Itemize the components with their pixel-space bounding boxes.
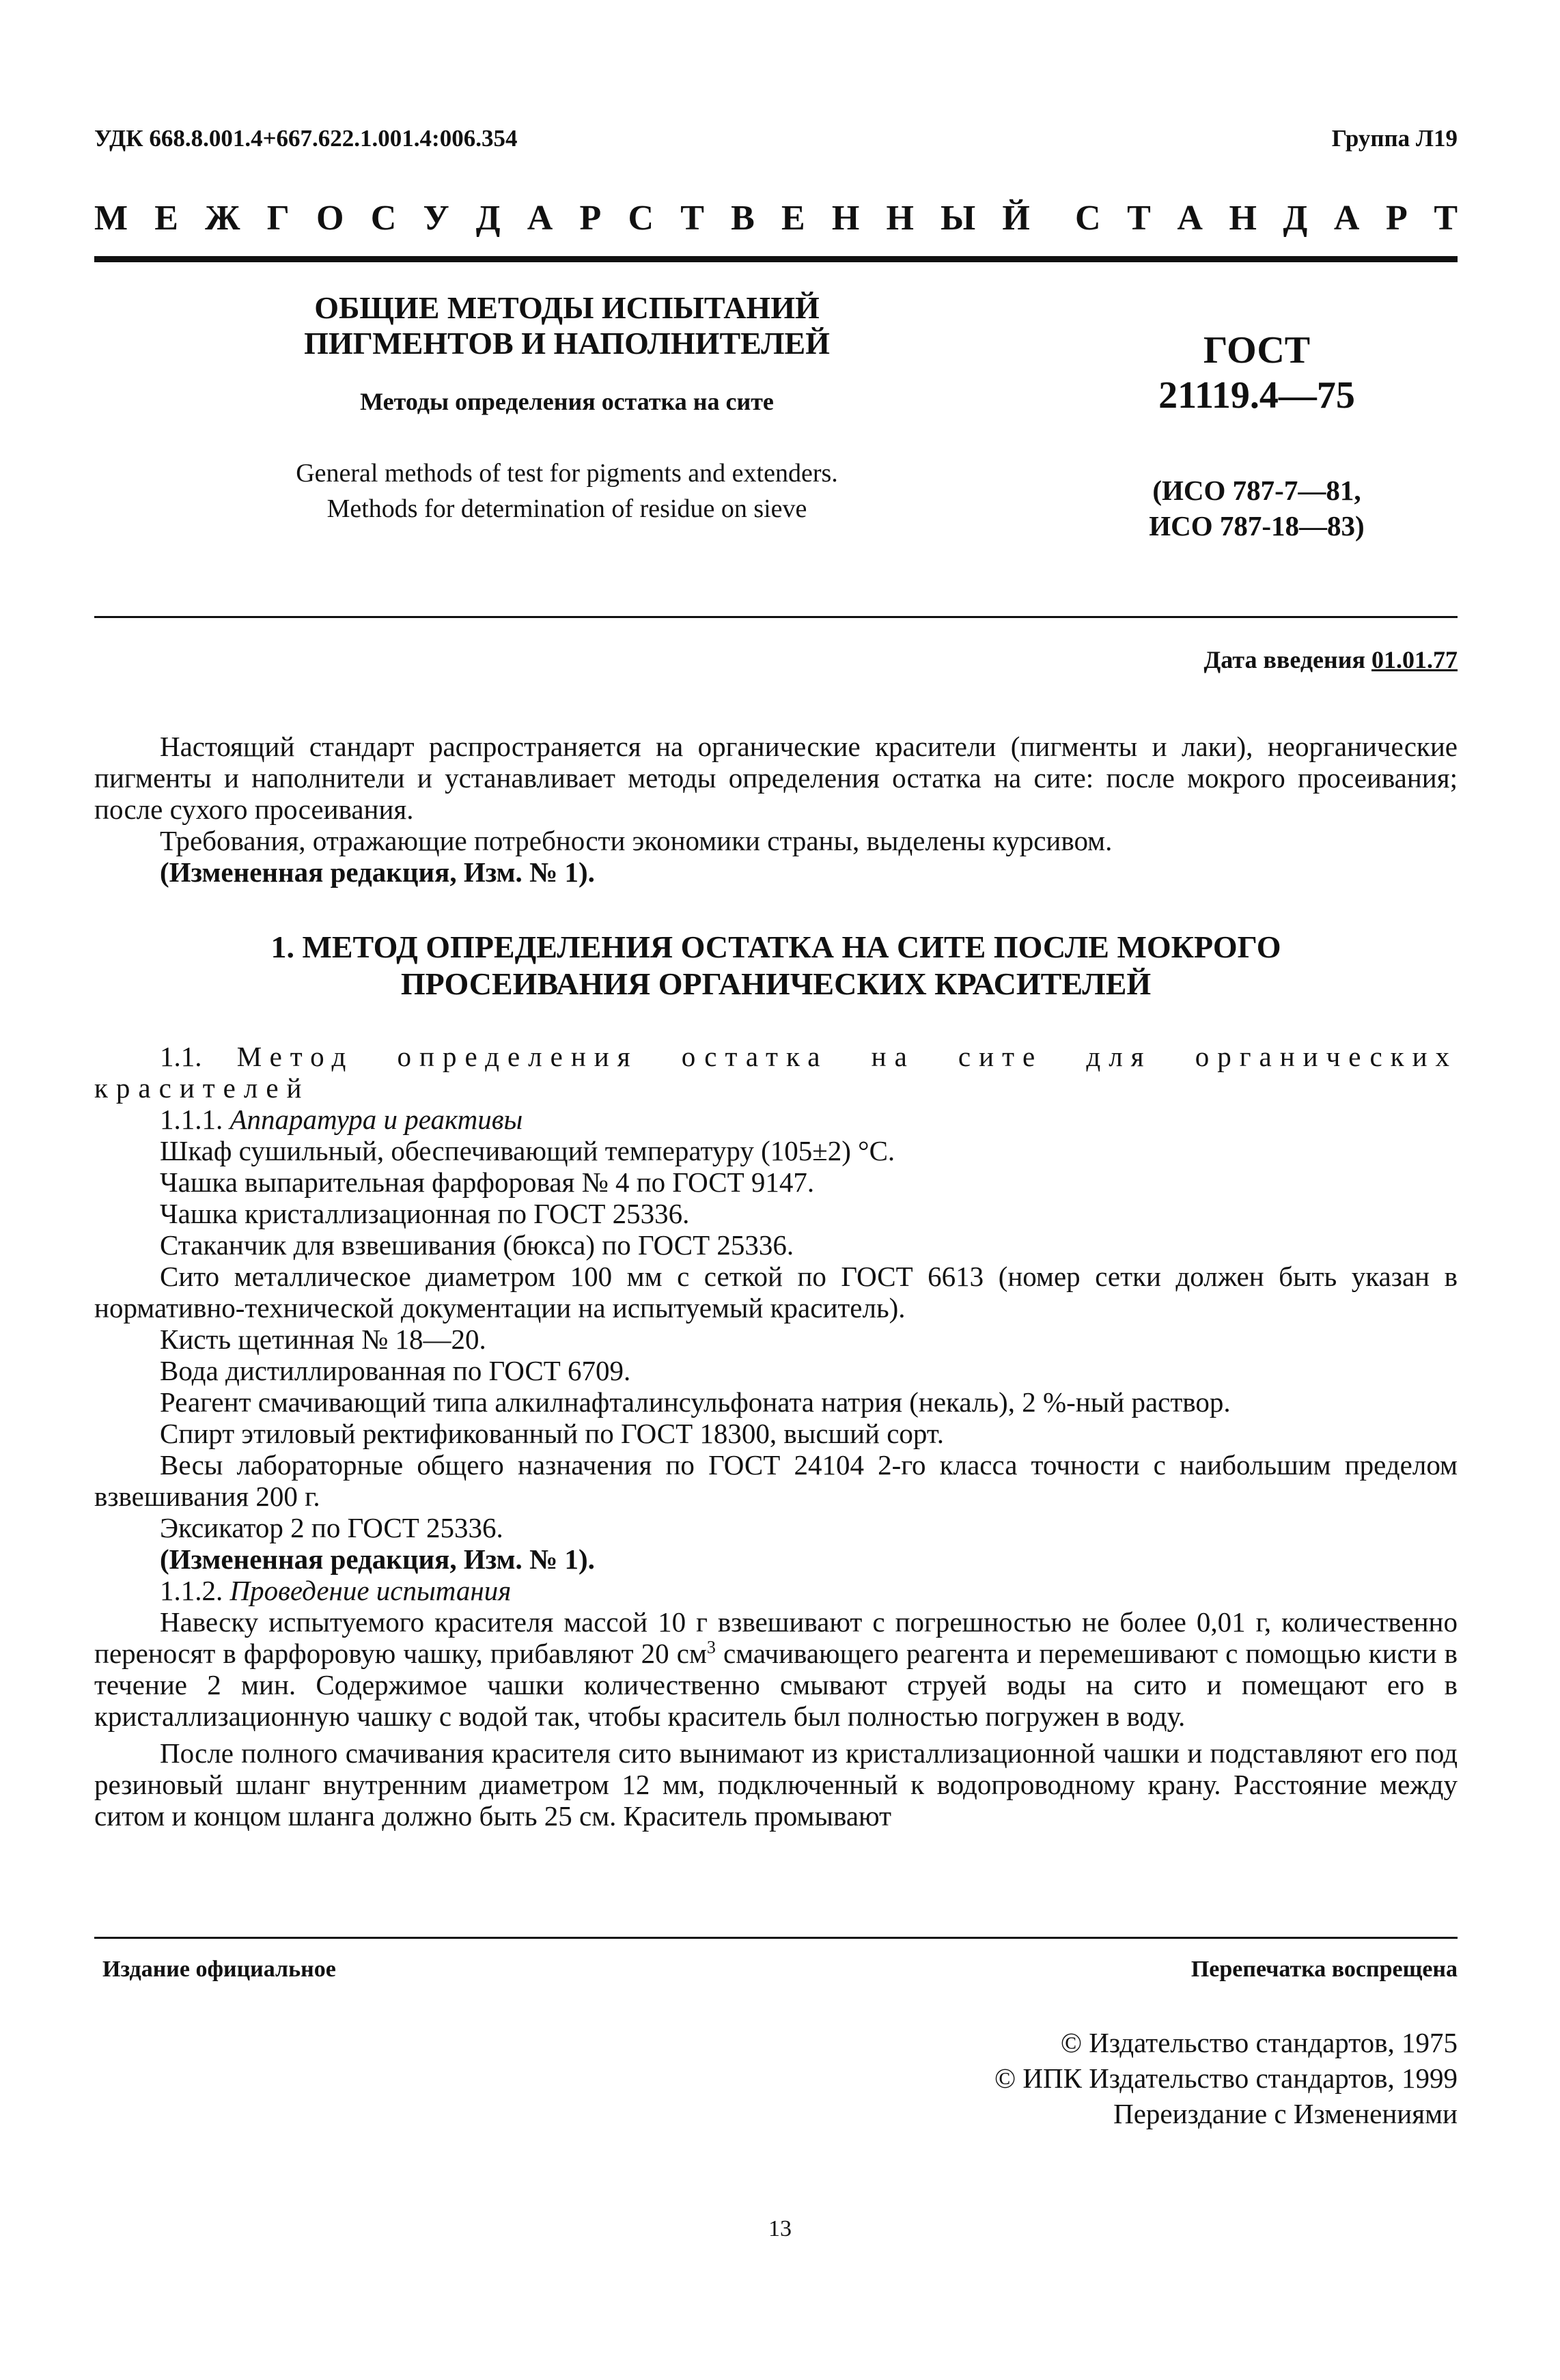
banner-letter: А — [1177, 199, 1203, 238]
iso-line-2: ИСО 787-18—83) — [1149, 510, 1365, 542]
equipment-item: Стаканчик для взвешивания (бюкса) по ГОСТ 25336. — [160, 1229, 794, 1261]
document-body — [94, 731, 1458, 1832]
header-rule — [94, 256, 1458, 262]
copyright-block — [994, 2025, 1458, 2131]
banner-letter: О — [316, 199, 344, 238]
clause-number: 1.1.1. — [160, 1104, 223, 1135]
requirements-paragraph: Требования, отражающие потребности экономики страны, выделены курсивом. — [160, 825, 1113, 856]
official-edition-label: Издание официальное — [102, 1957, 336, 1982]
english-title — [225, 456, 908, 527]
main-title-line-2: ПИГМЕНТОВ И НАПОЛНИТЕЛЕЙ — [304, 326, 830, 361]
banner-letter: В — [731, 199, 755, 238]
banner-letter: С — [370, 199, 397, 238]
amendment-note: (Измененная редакция, Изм. № 1). — [160, 856, 595, 888]
section-1-heading-line-2: ПРОСЕИВАНИЯ ОРГАНИЧЕСКИХ КРАСИТЕЛЕЙ — [400, 966, 1152, 1001]
banner-letter: Т — [1434, 199, 1458, 238]
banner-letter: Ж — [205, 199, 240, 238]
equipment-item: Весы лабораторные общего назначения по ГОСТ 24104 2-го класса точности с наибольшим пределом взвешивания 200 г. — [94, 1449, 1458, 1512]
equipment-item: Шкаф сушильный, обеспечивающий температуру (105±2) °С. — [160, 1135, 895, 1166]
banner-letter: Н — [831, 199, 860, 238]
equipment-item: Реагент смачивающий типа алкилнафталинсульфоната натрия (некаль), 2 %-ный раствор. — [160, 1386, 1231, 1418]
test-text-part-a: Навеску испытуемого красителя массой 10 г взвешивают с погрешностью не более 0,01 г, количественно переносят в фарфоровую чашку, прибавляют 20 см — [94, 1606, 1458, 1669]
group-code: Группа Л19 — [1331, 125, 1458, 152]
banner-letter: С — [628, 199, 654, 238]
reissue-line: Переиздание с Изменениями — [1113, 2098, 1458, 2129]
banner-letter: Д — [475, 199, 501, 238]
iso-references — [1086, 473, 1427, 544]
udk-code: УДК 668.8.001.4+667.622.1.001.4:006.354 — [94, 125, 518, 152]
equipment-item: Чашка выпарительная фарфоровая № 4 по ГОСТ 9147. — [160, 1166, 815, 1198]
subtitle: Методы определения остатка на сите — [360, 388, 774, 415]
banner-letter: Р — [1385, 199, 1408, 238]
equipment-item: Эксикатор 2 по ГОСТ 25336. — [160, 1512, 503, 1543]
date-label: Дата введения — [1203, 646, 1365, 673]
gost-label: ГОСТ — [1203, 329, 1311, 372]
date-value: 01.01.77 — [1371, 646, 1458, 673]
page-number: 13 — [768, 2216, 792, 2241]
iso-line-1: (ИСО 787-7—81, — [1152, 475, 1361, 506]
equipment-item: Кисть щетинная № 18—20. — [160, 1324, 486, 1355]
banner-letter: Г — [266, 199, 290, 238]
main-title-line-1: ОБЩИЕ МЕТОДЫ ИСПЫТАНИЙ — [314, 290, 820, 325]
banner-letter: Д — [1283, 199, 1308, 238]
title-rule — [94, 616, 1458, 618]
introduction-date — [1204, 645, 1458, 674]
equipment-item: Спирт этиловый ректификованный по ГОСТ 18300, высший сорт. — [160, 1418, 944, 1449]
banner-letter: Н — [886, 199, 914, 238]
section-1-heading — [94, 929, 1458, 1003]
banner-word-interstate — [94, 198, 1030, 238]
banner-letter: Н — [1229, 199, 1257, 238]
amendment-note: (Измененная редакция, Изм. № 1). — [160, 1543, 595, 1575]
superscript-3: 3 — [706, 1637, 716, 1657]
banner-letter: Е — [781, 199, 805, 238]
equipment-item: Сито металлическое диаметром 100 мм с сеткой по ГОСТ 6613 (номер сетки должен быть указан в нормативно-технической документации на испытуемый краситель). — [94, 1261, 1458, 1324]
banner-letter: А — [1333, 199, 1360, 238]
clause-number: 1.1. — [160, 1041, 202, 1072]
clause-title: Аппаратура и реактивы — [229, 1104, 523, 1135]
standard-banner — [94, 198, 1458, 238]
banner-word-standard — [1075, 198, 1458, 238]
equipment-item: Вода дистиллированная по ГОСТ 6709. — [160, 1355, 631, 1386]
banner-letter: М — [94, 199, 128, 238]
english-title-line-1: General methods of test for pigments and extenders. — [296, 459, 838, 488]
banner-letter: С — [1075, 199, 1101, 238]
clause-title: Проведение испытания — [229, 1575, 512, 1606]
reprint-prohibited-label: Перепечатка воспрещена — [1190, 1957, 1458, 1982]
section-1-heading-line-1: 1. МЕТОД ОПРЕДЕЛЕНИЯ ОСТАТКА НА СИТЕ ПОСЛЕ МОКРОГО — [270, 929, 1281, 964]
gost-block — [1086, 328, 1427, 544]
test-text-part-b: смачивающего реагента и перемешивают с помощью кисти в течение 2 мин. Содержимое чашки количественно смывают струей воды на сито и помещают его в кристаллизационную чашку с водой так, чтобы краситель был полностью погружен в воду. — [94, 1638, 1458, 1732]
clause-1-1-1 — [94, 1104, 1458, 1135]
title-block — [225, 290, 908, 527]
gost-number: 21119.4—75 — [1158, 374, 1355, 417]
equipment-item: Чашка кристаллизационная по ГОСТ 25336. — [160, 1198, 690, 1229]
footer-rule — [94, 1937, 1458, 1939]
clause-text: Метод определения остатка на сите для органических красителей — [94, 1041, 1458, 1104]
banner-letter: Р — [579, 199, 602, 238]
english-title-line-2: Methods for determination of residue on sieve — [326, 494, 807, 523]
copyright-line-2: © ИПК Издательство стандартов, 1999 — [994, 2062, 1458, 2094]
banner-letter: Е — [154, 199, 178, 238]
clause-number: 1.1.2. — [160, 1575, 223, 1606]
banner-letter: А — [527, 199, 553, 238]
banner-letter: У — [423, 199, 449, 238]
clause-1-1 — [94, 1041, 1458, 1104]
test-paragraph-1 — [94, 1606, 1458, 1732]
banner-letter: Т — [1127, 199, 1151, 238]
banner-letter: Ы — [941, 199, 976, 238]
banner-letter: Т — [680, 199, 704, 238]
copyright-line-1: © Издательство стандартов, 1975 — [1060, 2027, 1458, 2058]
clause-1-1-2 — [94, 1575, 1458, 1606]
test-paragraph-2: После полного смачивания красителя сито вынимают из кристаллизационной чашки и подставляют его под резиновый шланг внутренним диаметром 12 мм, подключенный к водопроводному крану. Расстояние между ситом и концом шланга должно быть 25 см. Краситель промывают — [94, 1737, 1458, 1832]
banner-letter: Й — [1002, 199, 1030, 238]
intro-paragraph: Настоящий стандарт распространяется на органические красители (пигменты и лаки), неорганические пигменты и наполнители и устанавливает методы определения остатка на сите: после мокрого просеивания; после сухого просеивания. — [94, 731, 1458, 825]
